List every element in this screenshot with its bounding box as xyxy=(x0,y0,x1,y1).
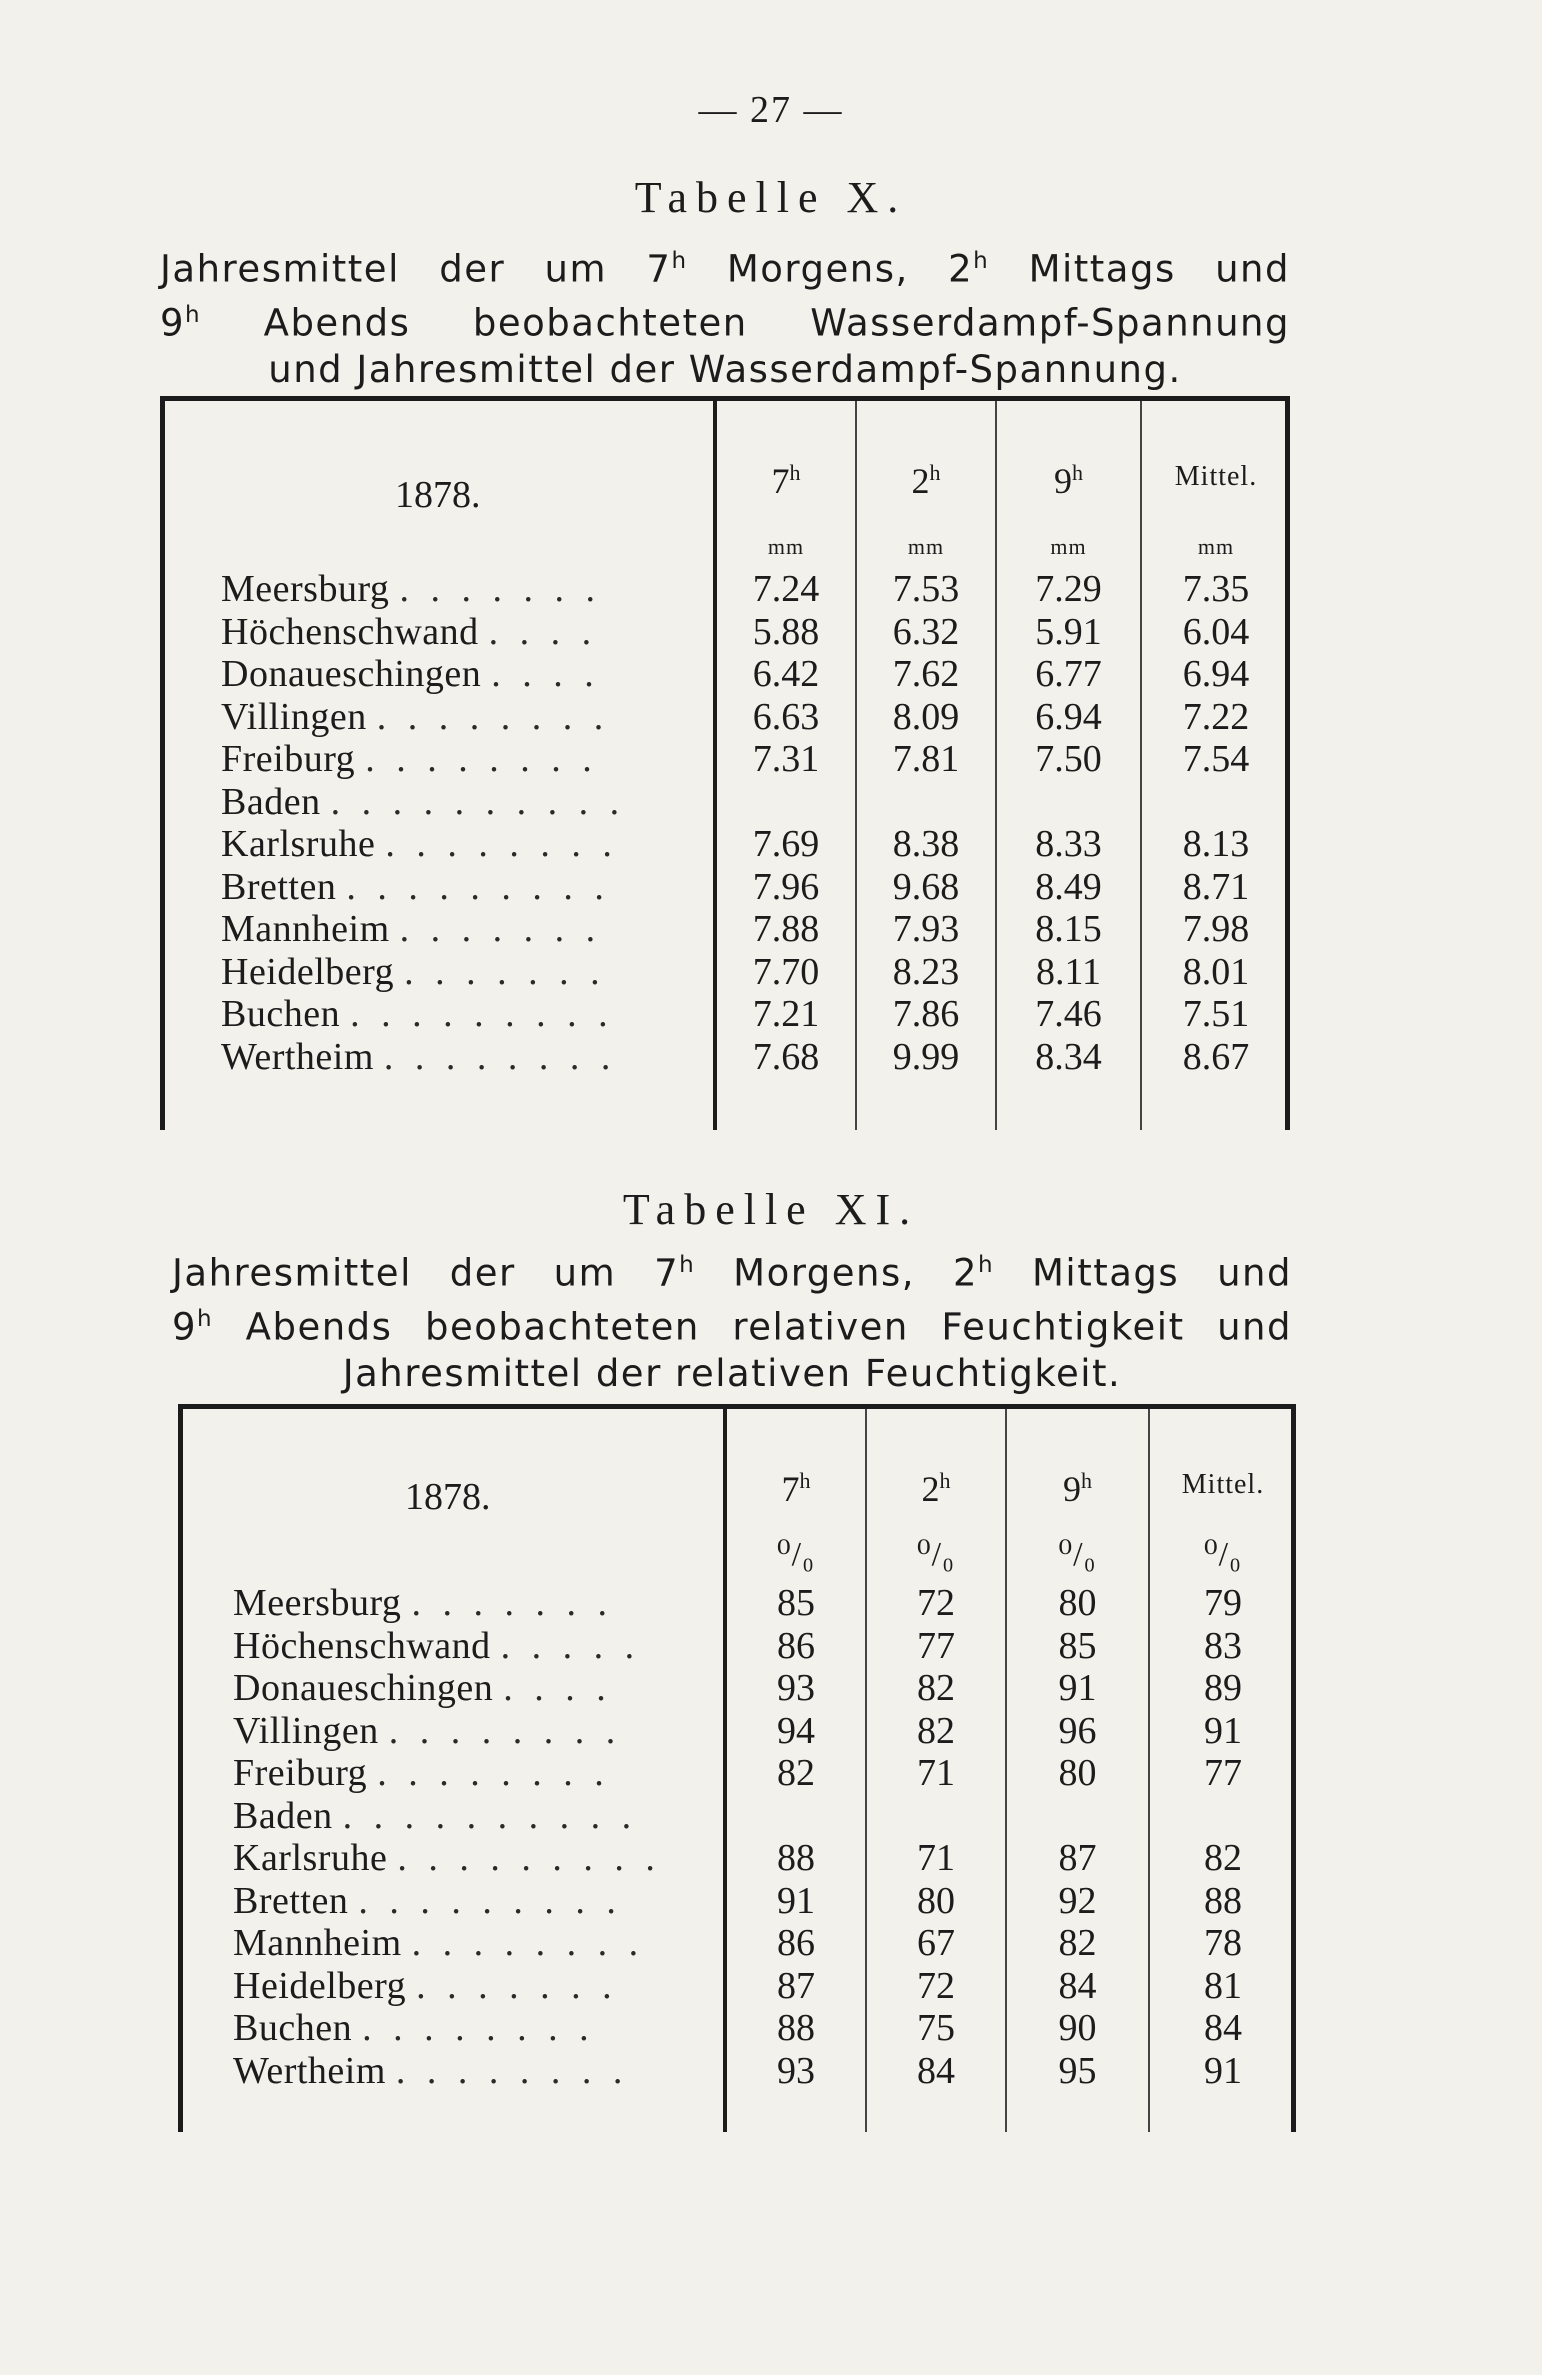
value-cell: 7.93 xyxy=(892,908,960,950)
value-cell: 7.68 xyxy=(752,1035,820,1078)
value-cell: 6.04 xyxy=(1182,610,1250,653)
station-label xyxy=(221,781,625,823)
leader-dots: . . . . . . . xyxy=(416,1964,618,2007)
value-cell: 7.88 xyxy=(752,908,820,950)
leader-dots: . . . . . . . . . . xyxy=(342,1794,638,1837)
leader-dots: . . . . . . . . xyxy=(362,2007,595,2049)
value-cell: 90 xyxy=(1058,2007,1097,2049)
value-cell: 6.32 xyxy=(892,610,960,653)
value-cell: 77 xyxy=(1204,1752,1242,1794)
value-cell: 83 xyxy=(1204,1624,1242,1667)
value-cell: 8.71 xyxy=(1182,865,1250,908)
station-name: Freiburg xyxy=(221,738,356,780)
value-cell: 7.98 xyxy=(1182,908,1250,950)
value-cell: 7.70 xyxy=(752,950,820,993)
value-cell: 7.96 xyxy=(752,865,820,908)
station-label xyxy=(221,823,618,865)
value-cell: 7.54 xyxy=(1182,738,1250,780)
value-cell: 86 xyxy=(777,1922,815,1964)
column-header-9h: 9$^h$ xyxy=(1063,1468,1092,1509)
leader-dots: . . . . . . . xyxy=(399,568,601,610)
value-cell: 7.69 xyxy=(752,823,820,865)
leader-dots: . . . . . . . . xyxy=(395,2049,629,2092)
station-label xyxy=(233,1625,640,1667)
value-cell: 6.94 xyxy=(1035,695,1102,738)
caption-line: Jahresmittel der um 7$^h$ Morgens, 2$^h$ Mittags und xyxy=(172,1251,1292,1295)
leader-dots: . . . . . . . . . xyxy=(397,1837,661,1879)
value-cell: 7.46 xyxy=(1035,993,1102,1035)
value-cell: 7.31 xyxy=(752,738,820,780)
unit-label: mm xyxy=(767,534,805,559)
station-name: Wertheim xyxy=(221,1035,374,1078)
value-cell: 6.94 xyxy=(1182,653,1250,695)
value-cell: 85 xyxy=(1058,1624,1097,1667)
station-label xyxy=(233,1710,621,1752)
table-heading: Tabelle XI. xyxy=(622,1185,920,1234)
station-name: Freiburg xyxy=(233,1752,368,1794)
value-cell: 84 xyxy=(1204,2007,1242,2049)
value-cell: 72 xyxy=(917,1964,955,2007)
leader-dots: . . . . xyxy=(491,653,600,695)
value-cell: 8.67 xyxy=(1182,1035,1250,1078)
table-caption xyxy=(172,1242,1292,1397)
value-cell: 93 xyxy=(777,1667,815,1709)
value-cell: 88 xyxy=(777,1837,815,1879)
value-cell: 8.13 xyxy=(1182,823,1250,865)
value-cell: 7.81 xyxy=(892,738,960,780)
station-name: Wertheim xyxy=(233,2049,386,2092)
column-header-7h: 7$^h$ xyxy=(781,1468,811,1509)
data-table xyxy=(160,396,1290,1130)
year-header: 1878. xyxy=(405,1476,491,1518)
value-cell: 8.11 xyxy=(1035,950,1102,993)
leader-dots: . . . . . . . . xyxy=(383,1035,617,1078)
value-cell: 79 xyxy=(1204,1582,1242,1624)
value-cell: 5.88 xyxy=(752,610,820,653)
station-label xyxy=(233,1965,618,2007)
column-header-2h: 2$^h$ xyxy=(911,460,941,501)
column-header-9h: 9$^h$ xyxy=(1054,460,1083,501)
station-name: Mannheim xyxy=(221,908,390,950)
value-cell: 80 xyxy=(1058,1752,1097,1794)
value-cell: 82 xyxy=(917,1667,955,1709)
leader-dots: . . . . . . . . . xyxy=(350,993,614,1035)
value-cell: 8.23 xyxy=(892,950,960,993)
value-cell: 67 xyxy=(917,1922,955,1964)
unit-label: mm xyxy=(1050,534,1087,559)
leader-dots: . . . . . . . xyxy=(404,950,606,993)
value-cell: 91 xyxy=(1204,1709,1242,1752)
value-cell: 80 xyxy=(1058,1582,1097,1624)
value-cell: 91 xyxy=(777,1879,815,1922)
value-cell: 85 xyxy=(777,1582,815,1624)
station-label xyxy=(233,1837,661,1879)
value-cell: 94 xyxy=(777,1709,815,1752)
value-cell: 87 xyxy=(1058,1837,1097,1879)
station-name: Heidelberg xyxy=(221,950,395,993)
station-label xyxy=(221,866,610,908)
table-caption xyxy=(160,238,1290,393)
station-name: Buchen xyxy=(221,993,341,1035)
value-cell: 81 xyxy=(1204,1964,1242,2007)
value-cell: 7.62 xyxy=(892,653,960,695)
station-name: Karlsruhe xyxy=(233,1837,388,1879)
leader-dots: . . . . . . . xyxy=(399,908,602,950)
station-name: Baden xyxy=(221,780,321,823)
station-label xyxy=(233,1667,612,1709)
column-header-2h: 2$^h$ xyxy=(921,1468,951,1509)
value-cell: 8.09 xyxy=(892,695,960,738)
unit-label: ⁰/₀ xyxy=(1204,1536,1242,1573)
station-label xyxy=(233,2007,595,2049)
station-label xyxy=(221,611,597,653)
value-cell: 8.33 xyxy=(1035,823,1102,865)
station-label xyxy=(233,1795,637,1837)
station-name: Villingen xyxy=(233,1709,379,1752)
value-cell: 78 xyxy=(1204,1922,1242,1964)
station-name: Karlsruhe xyxy=(221,823,376,865)
leader-dots: . . . . . . . . . . xyxy=(330,780,626,823)
station-name: Bretten xyxy=(233,1879,349,1922)
station-label xyxy=(221,696,609,738)
value-cell: 7.29 xyxy=(1035,568,1102,610)
unit-label: mm xyxy=(907,534,945,559)
value-cell: 8.49 xyxy=(1035,865,1102,908)
value-cell: 6.77 xyxy=(1035,653,1102,695)
leader-dots: . . . . . . . . xyxy=(411,1922,645,1964)
value-cell: 9.99 xyxy=(892,1035,960,1078)
leader-dots: . . . . . . . . xyxy=(376,695,610,738)
data-table xyxy=(178,1404,1296,2132)
column-header-mittel: Mittel. xyxy=(1174,461,1258,492)
station-label xyxy=(221,568,601,610)
value-cell: 8.38 xyxy=(892,823,960,865)
value-cell: 91 xyxy=(1058,1667,1097,1709)
value-cell: 84 xyxy=(1058,1964,1097,2007)
column-header-mittel: Mittel. xyxy=(1181,1469,1265,1500)
value-cell: 91 xyxy=(1204,2049,1242,2092)
leader-dots: . . . . . . . . . xyxy=(346,865,610,908)
value-cell: 71 xyxy=(917,1752,955,1794)
value-cell: 96 xyxy=(1058,1709,1097,1752)
station-label xyxy=(233,1922,644,1964)
leader-dots: . . . . . . . . . xyxy=(358,1879,622,1922)
unit-label: ⁰/₀ xyxy=(777,1536,815,1573)
year-header: 1878. xyxy=(395,474,481,516)
value-cell: 89 xyxy=(1204,1667,1242,1709)
value-cell: 8.15 xyxy=(1035,908,1102,950)
leader-dots: . . . . xyxy=(503,1667,612,1709)
station-label xyxy=(221,908,601,950)
station-name: Höchenschwand xyxy=(221,610,479,653)
value-cell: 77 xyxy=(917,1624,955,1667)
value-cell: 8.01 xyxy=(1182,950,1250,993)
leader-dots: . . . . . . . . xyxy=(365,738,598,780)
column-header-7h: 7$^h$ xyxy=(771,460,801,501)
value-cell: 75 xyxy=(917,2007,955,2049)
value-cell: 71 xyxy=(917,1837,955,1879)
value-cell: 80 xyxy=(917,1879,955,1922)
station-label xyxy=(221,993,614,1035)
value-cell: 82 xyxy=(777,1752,815,1794)
station-name: Heidelberg xyxy=(233,1964,407,2007)
station-name: Höchenschwand xyxy=(233,1624,491,1667)
station-name: Bretten xyxy=(221,865,337,908)
caption-line: 9$^h$ Abends beobachteten relativen Feuchtigkeit und xyxy=(172,1305,1292,1349)
value-cell: 7.86 xyxy=(892,993,960,1035)
value-cell: 7.22 xyxy=(1182,695,1250,738)
station-label xyxy=(221,951,606,993)
value-cell: 84 xyxy=(917,2049,955,2092)
station-label xyxy=(233,1880,622,1922)
table-heading: Tabelle X. xyxy=(634,173,908,222)
value-cell: 7.21 xyxy=(752,993,820,1035)
value-cell: 72 xyxy=(917,1582,955,1624)
unit-label: ⁰/₀ xyxy=(1058,1536,1097,1573)
value-cell: 95 xyxy=(1058,2049,1097,2092)
value-cell: 9.68 xyxy=(892,865,960,908)
value-cell: 6.42 xyxy=(752,653,820,695)
station-label xyxy=(233,2050,628,2092)
caption-line: Jahresmittel der um 7$^h$ Morgens, 2$^h$ Mittags und xyxy=(160,247,1290,291)
station-name: Baden xyxy=(233,1794,333,1837)
value-cell: 82 xyxy=(1204,1837,1242,1879)
leader-dots: . . . . . . . xyxy=(411,1582,613,1624)
station-name: Mannheim xyxy=(233,1922,402,1964)
value-cell: 88 xyxy=(1204,1879,1242,1922)
leader-dots: . . . . xyxy=(488,610,598,653)
station-name: Meersburg xyxy=(233,1582,402,1624)
leader-dots: . . . . . . . . xyxy=(377,1752,610,1794)
station-label xyxy=(221,1036,616,1078)
station-name: Buchen xyxy=(233,2007,353,2049)
caption-line: und Jahresmittel der Wasserdampf-Spannung. xyxy=(268,347,1182,391)
value-cell: 6.63 xyxy=(752,695,820,738)
value-cell: 92 xyxy=(1058,1879,1097,1922)
station-label xyxy=(233,1582,613,1624)
caption-line: 9$^h$ Abends beobachteten Wasserdampf-Spannung xyxy=(160,301,1290,345)
leader-dots: . . . . . xyxy=(500,1624,641,1667)
unit-label: mm xyxy=(1197,534,1235,559)
value-cell: 7.51 xyxy=(1182,993,1250,1035)
station-name: Donaueschingen xyxy=(221,653,482,695)
value-cell: 7.50 xyxy=(1035,738,1102,780)
station-name: Meersburg xyxy=(221,568,390,610)
value-cell: 93 xyxy=(777,2049,815,2092)
value-cell: 82 xyxy=(1058,1922,1097,1964)
unit-label: ⁰/₀ xyxy=(917,1536,955,1573)
station-name: Donaueschingen xyxy=(233,1667,494,1709)
value-cell: 8.34 xyxy=(1035,1035,1102,1078)
value-cell: 7.35 xyxy=(1182,568,1250,610)
value-cell: 88 xyxy=(777,2007,815,2049)
value-cell: 87 xyxy=(777,1964,815,2007)
station-label xyxy=(221,738,598,780)
value-cell: 7.53 xyxy=(892,568,960,610)
station-label xyxy=(221,653,600,695)
station-name: Villingen xyxy=(221,695,367,738)
value-cell: 5.91 xyxy=(1035,610,1102,653)
leader-dots: . . . . . . . . xyxy=(385,823,618,865)
value-cell: 82 xyxy=(917,1709,955,1752)
station-label xyxy=(233,1752,610,1794)
caption-line: Jahresmittel der relativen Feuchtigkeit. xyxy=(342,1351,1122,1395)
leader-dots: . . . . . . . . xyxy=(388,1709,622,1752)
value-cell: 86 xyxy=(777,1624,815,1667)
page-number: — 27 — xyxy=(698,89,844,131)
value-cell: 7.24 xyxy=(752,568,820,610)
